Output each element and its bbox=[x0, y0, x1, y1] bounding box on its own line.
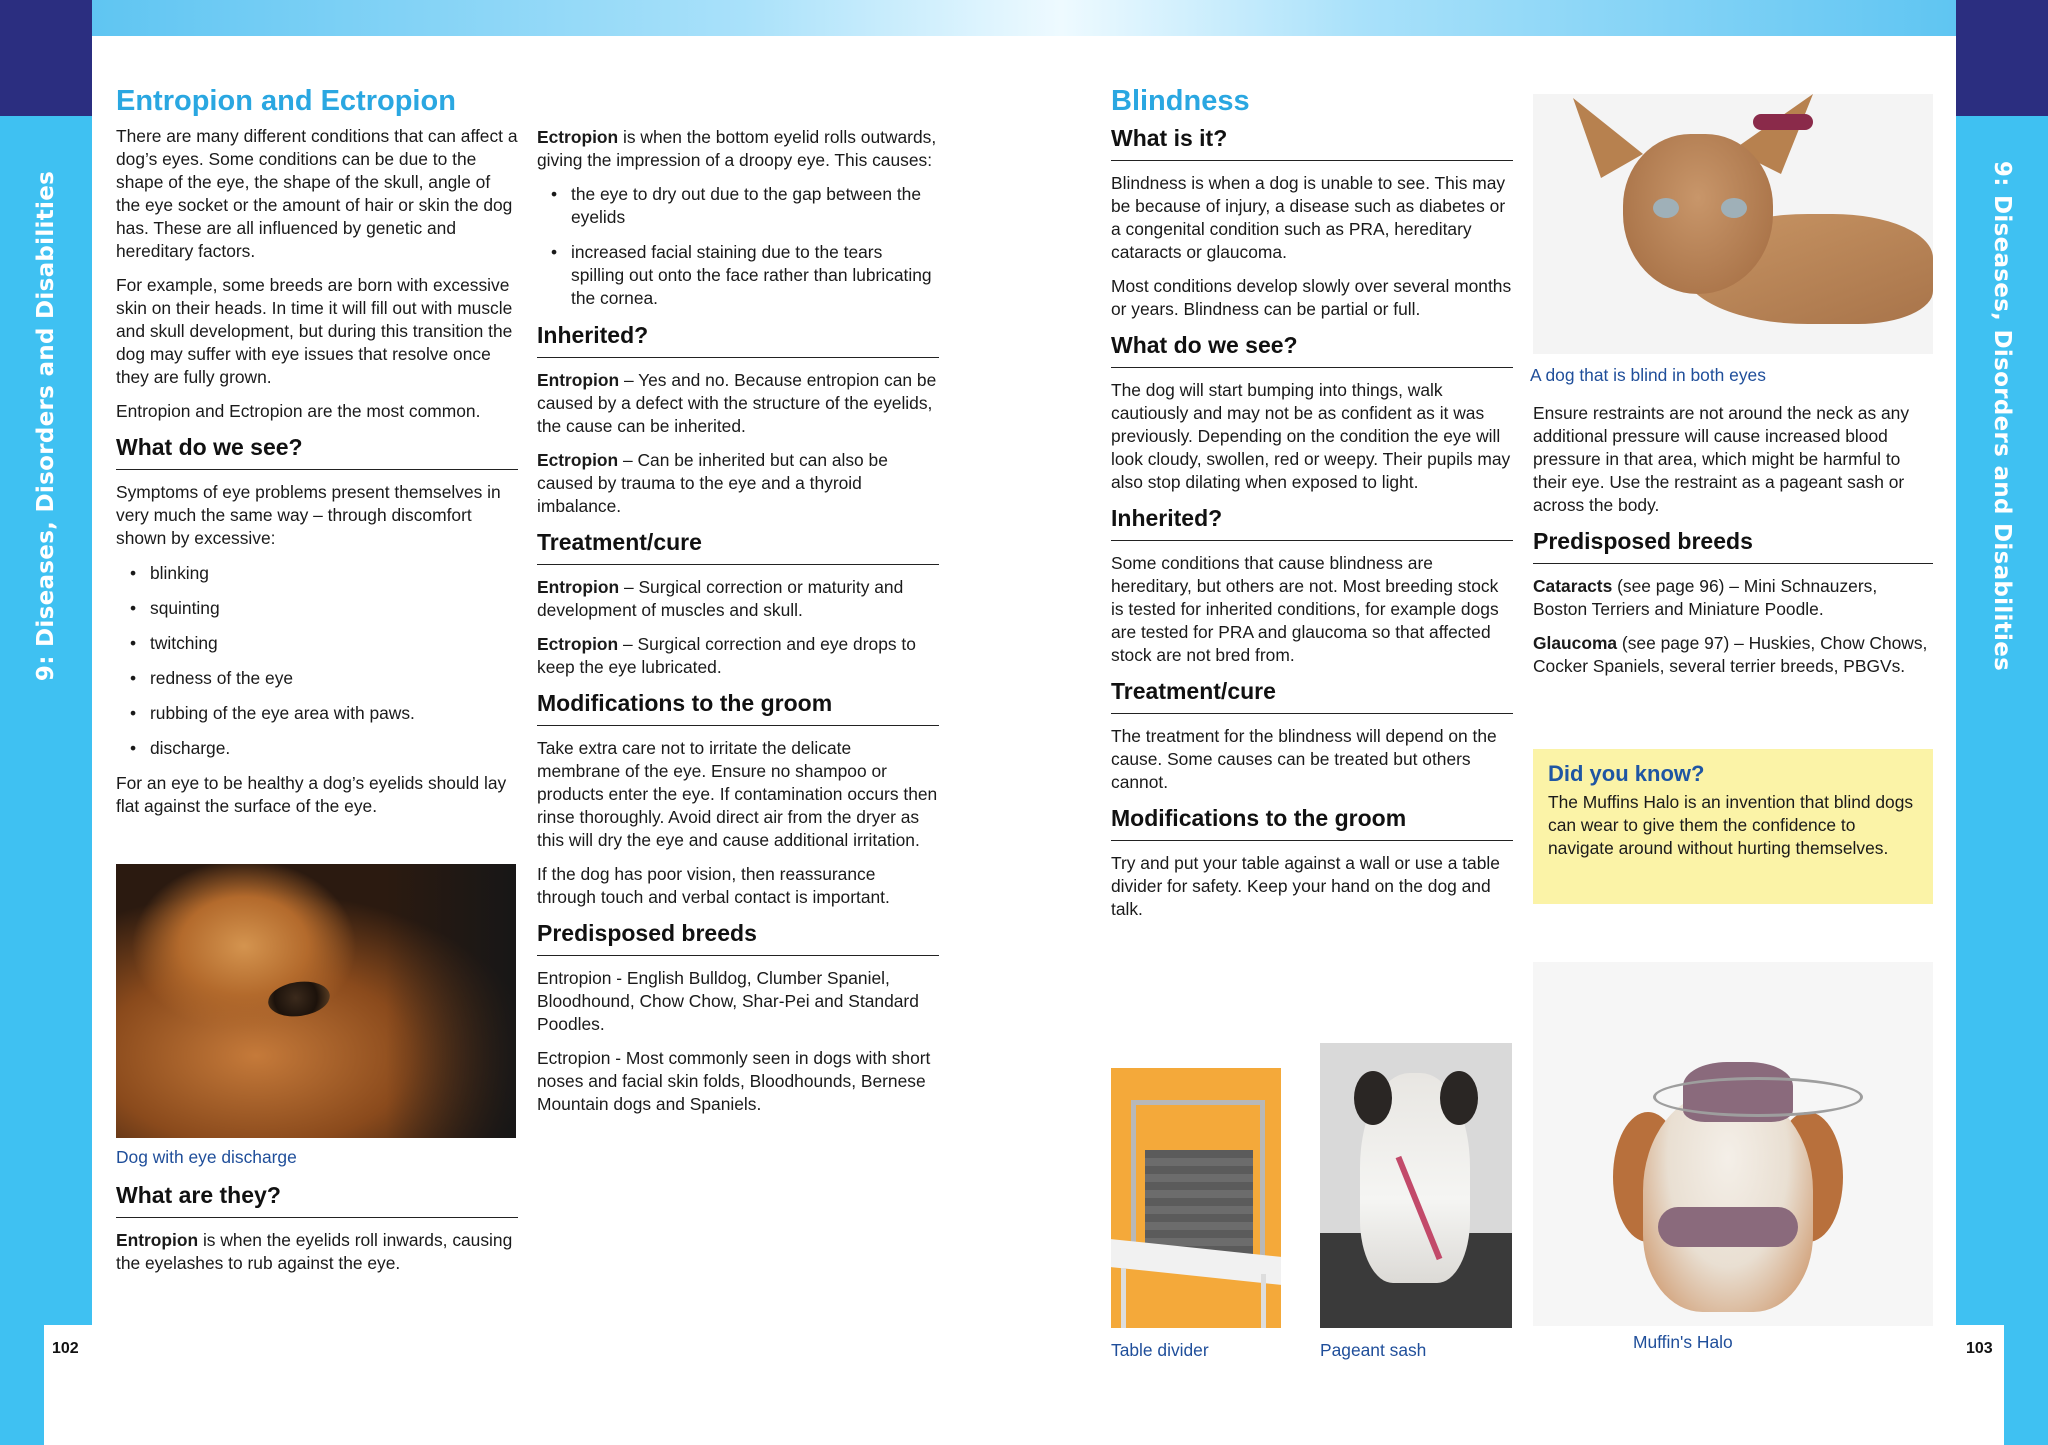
term: Ectropion bbox=[537, 450, 619, 470]
section-title-blindness: Blindness bbox=[1111, 85, 1250, 117]
caption-table-divider: Table divider bbox=[1111, 1340, 1209, 1360]
heading-modifications: Modifications to the groom bbox=[1111, 805, 1513, 841]
term: Glaucoma bbox=[1533, 633, 1618, 653]
list-item: • squinting bbox=[130, 597, 518, 620]
margin-strip-left bbox=[0, 1325, 44, 1445]
term: Ectropion bbox=[537, 127, 619, 147]
term: Ectropion bbox=[537, 634, 619, 654]
dog-ear bbox=[1440, 1071, 1478, 1125]
dog-collar bbox=[1753, 114, 1813, 130]
paragraph: Glaucoma (see page 97) – Huskies, Chow Chows, Cocker Spaniels, several terrier breeds, PBGVs. bbox=[1533, 633, 1928, 676]
list-item: • redness of the eye bbox=[130, 667, 518, 690]
paragraph: For an eye to be healthy a dog’s eyelids should lay flat against the surface of the eye. bbox=[116, 773, 507, 816]
paragraph: Entropion and Ectropion are the most common. bbox=[116, 401, 481, 421]
list-item: • increased facial staining due to the tears spilling out onto the face rather than lubricating the cornea. bbox=[551, 241, 939, 310]
column-4 bbox=[1530, 364, 1933, 689]
dog-ear bbox=[1573, 98, 1643, 178]
paragraph: Ectropion – Can be inherited but can also be caused by trauma to the eye and a thyroid imbalance. bbox=[537, 450, 888, 516]
photo-shadow bbox=[386, 864, 516, 1138]
eye-shape bbox=[266, 978, 332, 1020]
list-item: • discharge. bbox=[130, 737, 518, 760]
symptom-list bbox=[130, 562, 518, 760]
caption-muffins-halo: Muffin's Halo bbox=[1633, 1332, 1733, 1352]
term: Entropion bbox=[537, 577, 620, 597]
table-leg bbox=[1121, 1268, 1126, 1328]
dog-shape bbox=[1643, 1092, 1813, 1312]
dog-ear bbox=[1354, 1071, 1392, 1125]
paragraph: Some conditions that cause blindness are hereditary, but others are not. Most breeding stock is tested for inherited conditions, for example dogs are tested for PRA and glaucoma so that affected stock are not bred from. bbox=[1111, 553, 1499, 665]
chapter-label-left: 9: Diseases, Disorders and Disabilities bbox=[33, 170, 59, 682]
heading-what-is-it: What is it? bbox=[1111, 125, 1513, 161]
page-number-right: 103 bbox=[1966, 1340, 1993, 1357]
paragraph: For example, some breeds are born with excessive skin on their heads. In time it will fill out with muscle and skull development, but during this transition the dog may suffer with eye issues that resolve once they are fully grown. bbox=[116, 275, 513, 387]
paragraph: The dog will start bumping into things, walk cautiously and may not be as confident as it was previously. Depending on the condition the eye will look cloudy, swollen, red or weepy. Their pupils may also stop dilating when exposed to light. bbox=[1111, 380, 1511, 492]
photo-pageant-sash bbox=[1320, 1043, 1512, 1328]
caption-eye-discharge: Dog with eye discharge bbox=[116, 1147, 297, 1167]
paragraph: There are many different conditions that can affect a dog’s eyes. Some conditions can be due to the shape of the eye, the shape of the skull, angle of the eye socket or the amount of hair or skin the dog has. These are all influenced by genetic and hereditary factors. bbox=[116, 126, 518, 261]
chapter-tab-cap-left bbox=[0, 0, 92, 116]
heading-modifications: Modifications to the groom bbox=[537, 690, 939, 726]
column-2 bbox=[537, 126, 939, 1127]
halo-ring bbox=[1653, 1077, 1863, 1117]
paragraph: Entropion – Yes and no. Because entropion can be caused by a defect with the structure of the eyelids, the cause can be inherited. bbox=[537, 370, 937, 436]
dog-head bbox=[1623, 134, 1773, 294]
paragraph: Try and put your table against a wall or use a table divider for safety. Keep your hand on the dog and talk. bbox=[1111, 853, 1500, 919]
paragraph: Take extra care not to irritate the delicate membrane of the eye. Ensure no shampoo or products enter the eye. If contamination occurs then rinse thoroughly. Avoid direct air from the dryer as this will dry the eye and cause additional irritation. bbox=[537, 738, 938, 850]
caption-pageant-sash: Pageant sash bbox=[1320, 1340, 1427, 1360]
paragraph: If the dog has poor vision, then reassurance through touch and verbal contact is important. bbox=[537, 864, 890, 907]
heading-treatment: Treatment/cure bbox=[537, 529, 939, 565]
did-you-know-box bbox=[1533, 749, 1933, 904]
caption-blind-dog: A dog that is blind in both eyes bbox=[1530, 365, 1766, 385]
paragraph: The treatment for the blindness will depend on the cause. Some causes can be treated but others cannot. bbox=[1111, 726, 1497, 792]
chapter-tab-right bbox=[1956, 0, 2048, 1445]
page-number-left: 102 bbox=[52, 1340, 79, 1357]
margin-strip-right bbox=[2004, 1325, 2048, 1445]
chapter-tab-cap-right bbox=[1956, 0, 2048, 116]
term: Entropion bbox=[537, 370, 620, 390]
section-title-entropion: Entropion and Ectropion bbox=[116, 85, 456, 117]
paragraph: Ectropion - Most commonly seen in dogs with short noses and facial skin folds, Bloodhounds, Bernese Mountain dogs and Spaniels. bbox=[537, 1048, 931, 1114]
column-1 bbox=[116, 84, 518, 829]
paragraph: Blindness is when a dog is unable to see. This may be because of injury, a disease such as diabetes or a congenital condition such as PRA, hereditary cataracts or glaucoma. bbox=[1111, 173, 1506, 262]
heading-treatment: Treatment/cure bbox=[1111, 678, 1513, 714]
list-item: • rubbing of the eye area with paws. bbox=[130, 702, 518, 725]
paragraph: Cataracts (see page 96) – Mini Schnauzers, Boston Terriers and Miniature Poodle. bbox=[1533, 576, 1878, 619]
term: Cataracts bbox=[1533, 576, 1613, 596]
photo-muffins-halo bbox=[1533, 962, 1933, 1326]
paragraph: Symptoms of eye problems present themselves in very much the same way – through discomfort shown by excessive: bbox=[116, 482, 501, 548]
heading-what-are-they: What are they? bbox=[116, 1182, 518, 1218]
list-item: • blinking bbox=[130, 562, 518, 585]
did-you-know-text: The Muffins Halo is an invention that blind dogs can wear to give them the confidence to navigate around without hurting themselves. bbox=[1548, 792, 1914, 858]
paragraph: Ectropion – Surgical correction and eye drops to keep the eye lubricated. bbox=[537, 634, 916, 677]
did-you-know-title: Did you know? bbox=[1548, 761, 1705, 786]
paragraph: Entropion – Surgical correction or maturity and development of muscles and skull. bbox=[537, 577, 904, 620]
chapter-label-right: 9: Diseases, Disorders and Disabilities bbox=[1989, 160, 2015, 672]
chapter-tab-left bbox=[0, 0, 92, 1445]
cloudy-eye bbox=[1721, 198, 1747, 218]
top-gradient-band bbox=[92, 0, 1956, 36]
column-3 bbox=[1111, 84, 1513, 932]
heading-predisposed-breeds: Predisposed breeds bbox=[1533, 528, 1933, 564]
cloudy-eye bbox=[1653, 198, 1679, 218]
paragraph: Entropion is when the eyelids roll inwards, causing the eyelashes to rub against the eye. bbox=[116, 1230, 513, 1273]
term: Entropion bbox=[116, 1230, 199, 1250]
paragraph: Entropion - English Bulldog, Clumber Spaniel, Bloodhound, Chow Chow, Shar-Pei and Standard Poodles. bbox=[537, 968, 919, 1034]
causes-list bbox=[551, 183, 939, 310]
heading-predisposed-breeds: Predisposed breeds bbox=[537, 920, 939, 956]
heading-what-do-we-see: What do we see? bbox=[1111, 332, 1513, 368]
photo-blind-dog bbox=[1533, 94, 1933, 354]
photo-dog-eye-discharge bbox=[116, 864, 516, 1138]
list-item: • twitching bbox=[130, 632, 518, 655]
paragraph: Ectropion is when the bottom eyelid rolls outwards, giving the impression of a droopy eye. This causes: bbox=[537, 127, 937, 170]
halo-vest bbox=[1658, 1207, 1798, 1247]
column-1-lower bbox=[116, 1146, 518, 1286]
photo-table-divider bbox=[1111, 1068, 1281, 1328]
heading-inherited: Inherited? bbox=[537, 322, 939, 358]
heading-inherited: Inherited? bbox=[1111, 505, 1513, 541]
paragraph: Most conditions develop slowly over several months or years. Blindness can be partial or full. bbox=[1111, 276, 1512, 319]
table-leg bbox=[1261, 1274, 1266, 1328]
heading-what-do-we-see: What do we see? bbox=[116, 434, 518, 470]
list-item: • the eye to dry out due to the gap between the eyelids bbox=[551, 183, 939, 229]
paragraph: Ensure restraints are not around the neck as any additional pressure will cause increased blood pressure in that area, which might be harmful to their eye. Use the restraint as a pageant sash or across the body. bbox=[1533, 403, 1910, 515]
